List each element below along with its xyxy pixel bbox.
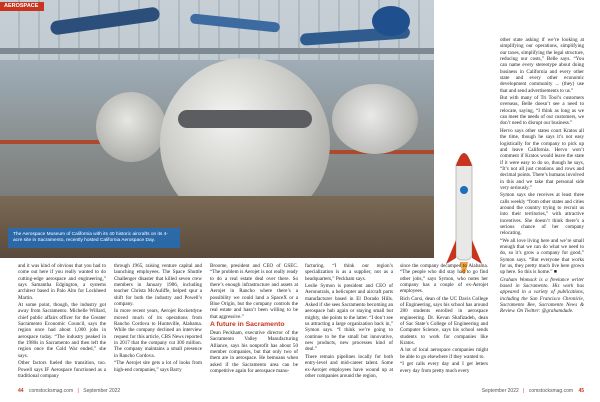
paragraph: Leslie Symon is president and CEO of Aeronutrals, a helicopter and aircraft parts manufacturer based in El Dorado Hills. Asked if she sees Sacramento becoming an aerospace hub again or staying small but mighty, she points to the latter. “I don’t see us attracting a large organization back in,” Symon says. “I think we’re going to continue to be the small but innovative, new products, new processes kind of deal.” [305, 283, 393, 353]
paragraph: Hervo says other states court Kratos all the time, though he says it’s not easy logistically for the company to pick up and leave California. Hervo won’t comment if Kratos would leave the state if it were easy to do so, though he says, “It’s not all just creations and rows and decimal points. There’s humans involved in this and we take that personal side very seriously.” [500, 127, 584, 191]
paragraph: Rich Corsi, dean of the UC Davis College of Engineering, says his school has around 280 students enrolled in aerospace engineering. Dr. Kevan Shafizadeh, dean of Sac State’s College of Engineering and Computer Science, says his school sends students to work for companies like Kratos. [400, 295, 488, 347]
museum-floor [0, 196, 434, 258]
spacecraft-sphere [332, 84, 418, 154]
ceiling-beam [0, 48, 434, 54]
article-column [114, 263, 202, 374]
photo-caption: The Aerospace Museum of California with its 40 historic aircrafts on its 4-acre site in Sacramento, recently hosted California Aerospace Day. [8, 228, 180, 248]
museum-photo [0, 0, 434, 258]
paragraph: “We all love living here and we’re small enough that we can do what we need to do, so it’s grow a company for good,” Symon says. “But everyone that works for us, they pretty much live here grown up here. So this is home.” ■ [500, 237, 584, 276]
section-subhead: A future in Sacramento [210, 321, 285, 329]
paragraph: other state asking if we’re looking at simplifying our operations, simplifying our taxes, simplifying the legal structure, reducing our costs,” Belle says. “You can name every stereotype about doing business in California and every other state and every other economic development community ... (they) use that and send advertisements to us.” [500, 37, 584, 94]
museum-sign [372, 6, 410, 36]
section-tag: AEROSPACE [0, 2, 44, 11]
paragraph: and it was kind of obvious that you had to come out here if you really wanted to do cutting-edge aerospace and engineering,” says Samantha Edgington, a systems architect based in Palo Alto for Lockheed Martin. [18, 263, 106, 301]
right-folio [482, 388, 584, 394]
paragraph: “I get calls every day and I get letters every day from pretty much every [400, 361, 488, 374]
spacecraft-sphere [96, 92, 166, 162]
article-column [400, 263, 488, 375]
issue-date: September 2022 [83, 388, 121, 394]
article-column [18, 263, 106, 380]
paragraph: Symon says she receives at least three calls weekly “from other states and cities around the country trying to recruit us into their territories,” with attractive incentives. She doesn’t think there’s a serious chance of her company relocating. [500, 192, 584, 237]
page-number: 45 [578, 388, 584, 394]
article-column [210, 263, 298, 376]
paragraph: Other factors fueled the transition, too. Powell says IF Aerospace functioned as a traditional company [18, 360, 106, 379]
article-column [500, 37, 584, 316]
paragraph: But with many of Tri Tool’s customers overseas, Belle doesn’t see a need to relocate, saying, “I think as long as we can meet the needs of our customers, we don’t need to disrupt our business.” [500, 95, 584, 127]
paragraph: Broome, president and CEO of GSEC. “The problem is Aerojet is not really ready to do a real estate deal over there. So there’s enough infrastructure and assets at Aerojet in Rancho where there’s a possibility we could land a SpaceX or a Blue Origin, but the company controls the real estate and hasn’t been willing to be that aggressive.” [210, 263, 298, 320]
page-number: 44 [18, 388, 24, 394]
paragraph: “The Aerojet site gets a lot of looks from high-end companies,” says Barry [114, 360, 202, 373]
author-bio: Graham Womack is a freelance writer based in Sacramento. His work has appeared in a variety of publications, including the San Francisco Chronicle, Sacramento Bee, Sacramento News & Review. On Twitter: @grahamdude. [500, 276, 584, 315]
site-url[interactable]: comstocksmag.com [528, 388, 574, 394]
paragraph: Dean Peckham, executive director of the Sacramento Valley Manufacturing Alliance, says his nonprofit has about 50 member companies, but that only two of them are in aerospace. He bemoans when asked if the Sacramento area can be competitive again for aerospace manu- [210, 330, 298, 375]
folio-divider: | [77, 388, 79, 394]
site-url[interactable]: comstocksmag.com [28, 388, 74, 394]
paragraph: facturing. “I think our region’s specialization is as a supplier, not as a headquarters,” Peckham says. [305, 263, 393, 282]
paragraph: through 1965, raising venture capital and launching employees. The Space Shuttle Challenger disaster that killed seven crew members in January 1986, including teacher Christa McAuliffe, helped spur a shift for both the industry and Powell’s company. [114, 263, 202, 308]
paragraph: At some point, though, the industry got away from Sacramento. Michelle Willard, chief public affairs officer for the Greater Sacramento Economic Council, says the region once had about 1,000 jobs in aerospace today. “The industry peaked in the 1980s in Sacramento and then left the region once the Cold War ended,” she says. [18, 302, 106, 359]
left-folio [18, 388, 120, 394]
article-column [305, 263, 393, 380]
issue-date: September 2022 [481, 388, 519, 394]
paragraph: There remain pipelines locally for both entry-level and mid-career talent. Some ex-Aerojet employees have wound up at other companies around the region, [305, 353, 393, 379]
paragraph: In more recent years, Aerojet Rocketdyne moved much of its operations from Rancho Cordova to Huntsville, Alabama. While the company declined an interview request for this article, CBS News reported in 2017 that the company cut 300 million. The company maintains a small presence in Rancho Cordova. [114, 308, 202, 359]
paragraph: A lot of local aerospace companies might be able to go elsewhere if they wanted to. [400, 347, 488, 360]
folio-divider: | [523, 388, 525, 394]
paragraph: since the company decamped to Alabama. “The people who did stay had to go find other jobs,” says Symon, who notes her company has a couple of ex-Aerojet employees. [400, 263, 488, 295]
spacecraft-ring [178, 110, 312, 128]
